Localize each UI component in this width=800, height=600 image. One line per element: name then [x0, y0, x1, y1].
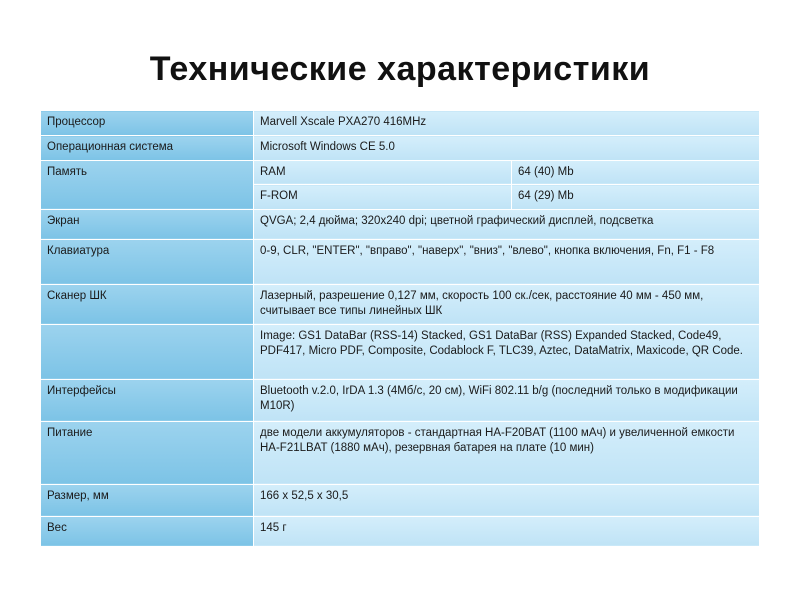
memory-type: RAM: [254, 160, 512, 185]
row-label: Питание: [41, 421, 254, 484]
table-row: [41, 160, 760, 185]
row-label: Операционная система: [41, 136, 254, 161]
row-label: Вес: [41, 516, 254, 546]
table-row: [41, 421, 760, 484]
table-row: [41, 209, 760, 239]
table-row: [41, 284, 760, 324]
memory-size: 64 (40) Mb: [512, 160, 760, 185]
row-value: Microsoft Windows CE 5.0: [254, 136, 760, 161]
row-label: Сканер ШК: [41, 284, 254, 324]
row-value: Marvell Xscale PXA270 416MHz: [254, 111, 760, 136]
memory-type: F-ROM: [254, 185, 512, 210]
row-label: Клавиатура: [41, 239, 254, 284]
row-label: Размер, мм: [41, 484, 254, 516]
table-row: [41, 239, 760, 284]
row-value: 145 г: [254, 516, 760, 546]
row-label: Память: [41, 160, 254, 209]
table-row: [41, 484, 760, 516]
table-row: [41, 516, 760, 546]
row-value: Лазерный, разрешение 0,127 мм, скорость 100 ск./сек, расстояние 40 мм - 450 мм, считывает все типы линейных ШК: [254, 284, 760, 324]
row-value: две модели аккумуляторов - стандартная HA-F20BAT (1100 мАч) и увеличенной емкости HA-F21LBAT (1880 мАч), резервная батарея на плате (10 мин): [254, 421, 760, 484]
memory-size: 64 (29) Mb: [512, 185, 760, 210]
row-value: Image: GS1 DataBar (RSS-14) Stacked, GS1 DataBar (RSS) Expanded Stacked, Code49, PDF417, Micro PDF, Composite, Codablock F, TLC39, Aztec, DataMatrix, Maxicode, QR Code.: [254, 324, 760, 379]
row-label: [41, 324, 254, 379]
table-row: [41, 136, 760, 161]
row-value: QVGA; 2,4 дюйма; 320x240 dpi; цветной графический дисплей, подсветка: [254, 209, 760, 239]
row-label: Интерфейсы: [41, 379, 254, 421]
row-label: Экран: [41, 209, 254, 239]
row-value: 166 x 52,5 x 30,5: [254, 484, 760, 516]
row-value: 0-9, CLR, "ENTER", "вправо", "наверх", "вниз", "влево", кнопка включения, Fn, F1 - F8: [254, 239, 760, 284]
table-row: [41, 324, 760, 379]
table-row: [41, 111, 760, 136]
table-row: [41, 379, 760, 421]
page-title: Технические характеристики: [149, 50, 651, 88]
row-value: Bluetooth v.2.0, IrDA 1.3 (4Мб/с, 20 см), WiFi 802.11 b/g (последний только в модификации M10R): [254, 379, 760, 421]
spec-table: [40, 110, 760, 547]
row-label: Процессор: [41, 111, 254, 136]
